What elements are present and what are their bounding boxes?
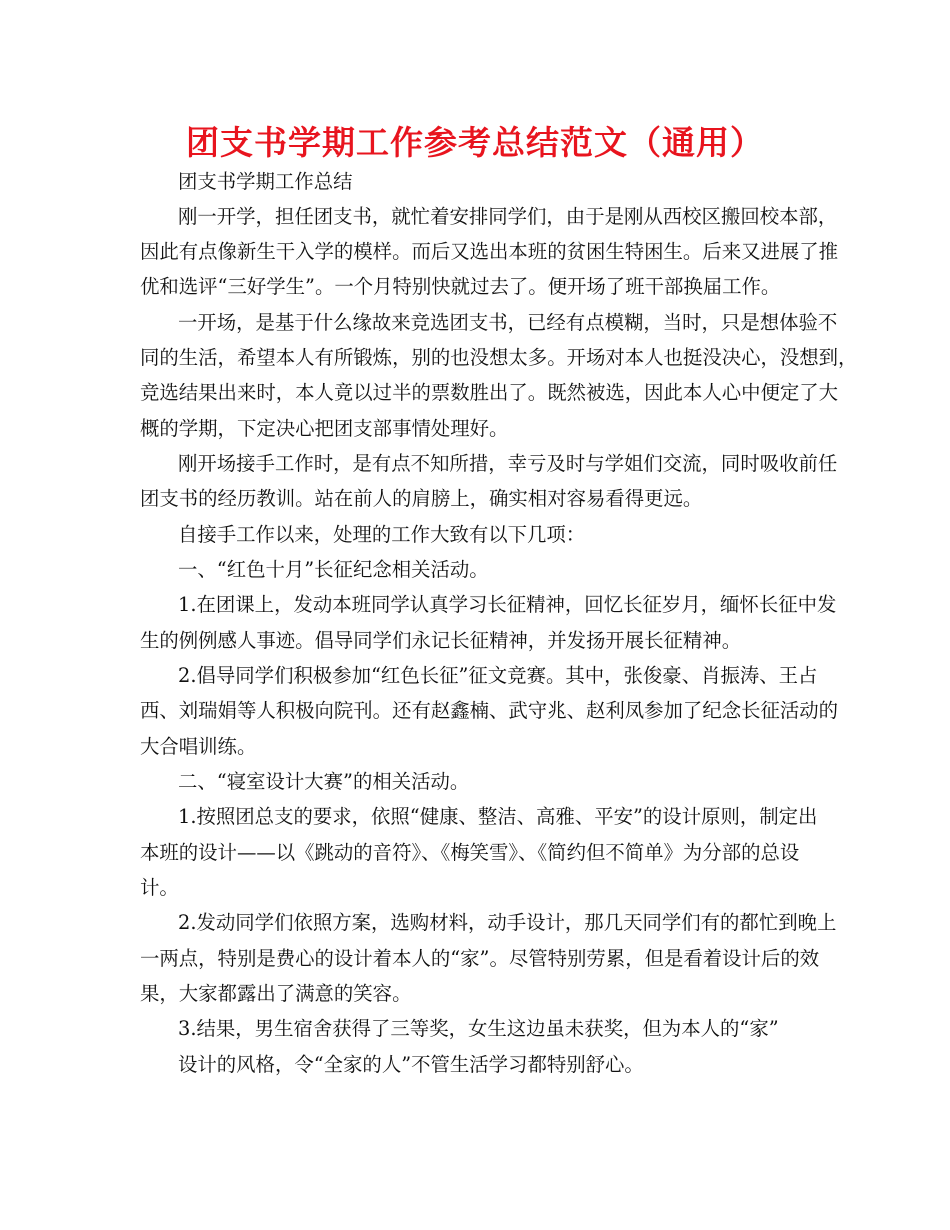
paragraph-line: 本班的设计——以《跳动的音符》、《梅笑雪》、《简约但不简单》为分部的总设 xyxy=(140,841,800,864)
document-title: 团支书学期工作参考总结范文（通用） xyxy=(186,123,764,162)
paragraph-line: 西、刘瑞娟等人积极向院刊。还有赵鑫楠、武守兆、赵利凤参加了纪念长征活动的 xyxy=(140,699,839,722)
paragraph-line: 生的例例感人事迹。倡导同学们永记长征精神，并发扬开展长征精神。 xyxy=(140,629,742,652)
paragraph-line: 3.结果，男生宿舍获得了三等奖，女生这边虽未获奖，但为本人的“家” xyxy=(178,1017,779,1040)
section-heading: 二、“寝室设计大赛”的相关活动。 xyxy=(178,770,470,793)
paragraph-line: 1.在团课上，发动本班同学认真学习长征精神，回忆长征岁月，缅怀长征中发 xyxy=(178,593,837,616)
paragraph-line: 2.发动同学们依照方案，选购材料，动手设计，那几天同学们有的都忙到晚上 xyxy=(178,911,837,934)
paragraph-line: 团支书的经历教训。站在前人的肩膀上，确实相对容易看得更远。 xyxy=(140,487,703,510)
paragraph-line: 大合唱训练。 xyxy=(140,735,257,758)
paragraph-line: 一开场，是基于什么缘故来竞选团支书，已经有点模糊，当时，只是想体验不 xyxy=(178,311,838,334)
paragraph-line: 刚一开学，担任团支书，就忙着安排同学们，由于是刚从西校区搬回校本部， xyxy=(178,205,838,228)
paragraph-line: 设计的风格，令“全家的人”不管生活学习都特别舒心。 xyxy=(178,1053,644,1076)
paragraph-line: 概的学期，下定决心把团支部事情处理好。 xyxy=(140,417,509,440)
paragraph-line: 2.倡导同学们积极参加“红色长征”征文竞赛。其中，张俊豪、肖振涛、王占 xyxy=(178,664,818,687)
paragraph-line: 因此有点像新生干入学的模样。而后又选出本班的贫困生特困生。后来又进展了推 xyxy=(140,240,839,263)
paragraph-line: 自接手工作以来，处理的工作大致有以下几项： xyxy=(178,523,586,546)
paragraph-line: 刚开场接手工作时，是有点不知所措，幸亏及时与学姐们交流，同时吸收前任 xyxy=(178,452,838,475)
paragraph-line: 计。 xyxy=(140,876,179,899)
paragraph-line: 优和选评“三好学生”。一个月特别快就过去了。便开场了班干部换届工作。 xyxy=(140,275,781,298)
section-heading: 一、“红色十月”长征纪念相关活动。 xyxy=(178,558,489,581)
paragraph-line: 同的生活，希望本人有所锻炼，别的也没想太多。开场对本人也挺没决心，没想到， xyxy=(140,346,858,369)
paragraph-line: 一两点，特别是费心的设计着本人的“家”。尽管特别劳累，但是看着设计后的效 xyxy=(140,947,820,970)
paragraph-line: 竞选结果出来时，本人竟以过半的票数胜出了。既然被选，因此本人心中便定了大 xyxy=(140,381,839,404)
paragraph-line: 1.按照团总支的要求，依照“健康、整洁、高雅、平安”的设计原则，制定出 xyxy=(178,805,818,828)
paragraph-line: 团支书学期工作总结 xyxy=(178,170,353,193)
paragraph-line: 果，大家都露出了满意的笑容。 xyxy=(140,982,412,1005)
